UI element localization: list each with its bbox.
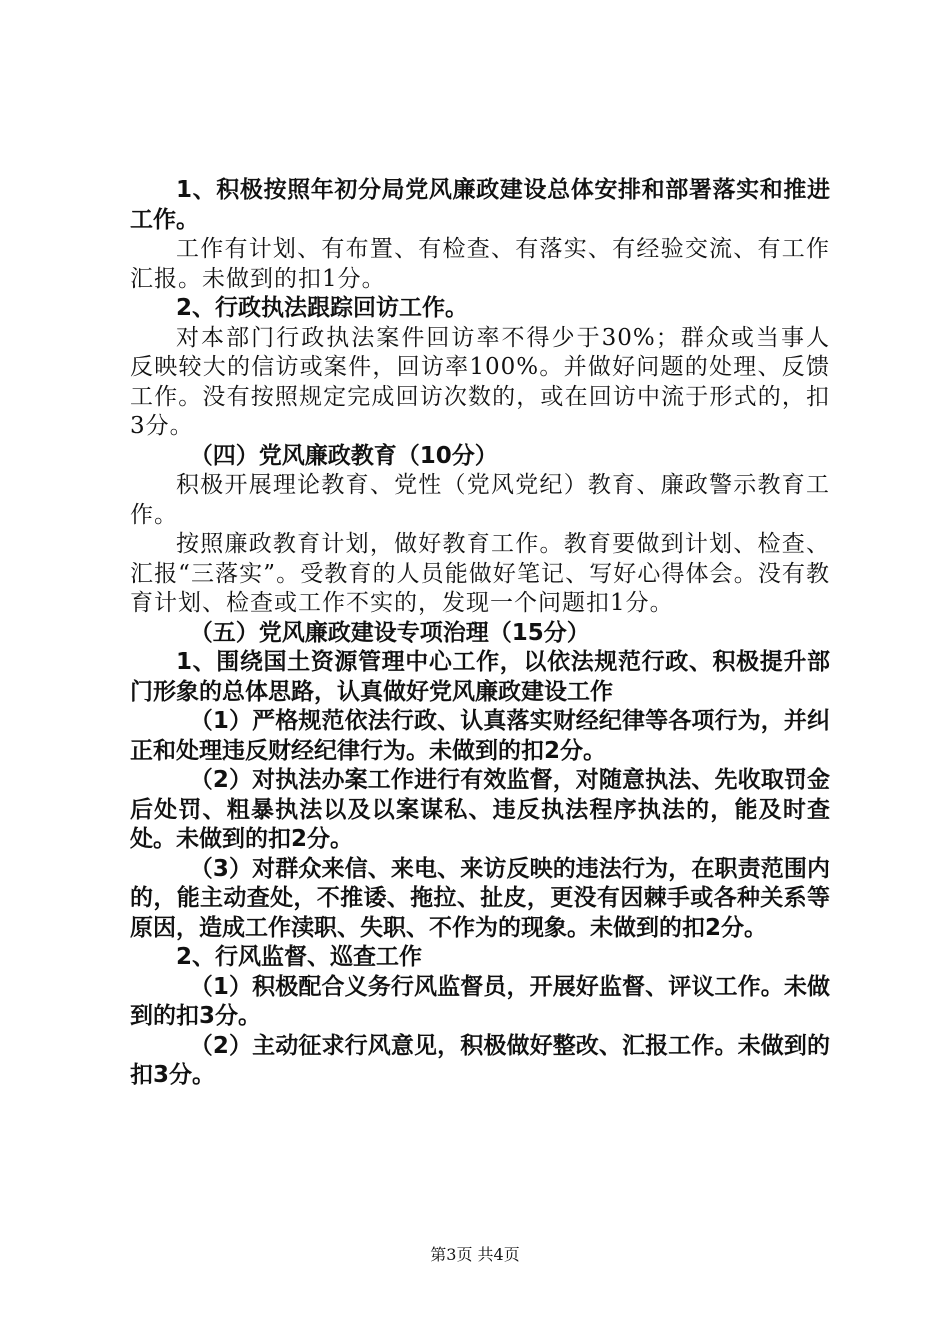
document-body [130,176,830,1091]
paragraph: 1、围绕国土资源管理中心工作，以依法规范行政、积极提升部门形象的总体思路，认真做好党风廉政建设工作 [130,649,830,705]
section-heading: （五）党风廉政建设专项治理（15分） [189,619,590,646]
paragraph: （2）对执法办案工作进行有效监督，对随意执法、先收取罚金后处罚、粗暴执法以及以案谋私、违反执法程序执法的，能及时查处。未做到的扣2分。 [130,767,830,852]
page-indicator: 第3页 共4页 [430,1245,520,1264]
paragraph: 2、行政执法跟踪回访工作。 [176,295,469,321]
paragraph: 积极开展理论教育、党性（党风党纪）教育、廉政警示教育工作。 [130,472,830,528]
paragraph: （1）严格规范依法行政、认真落实财经纪律等各项行为，并纠正和处理违反财经纪律行为。未做到的扣2分。 [130,708,830,764]
paragraph: 按照廉政教育计划，做好教育工作。教育要做到计划、检查、汇报“三落实”。受教育的人员能做好笔记、写好心得体会。没有教育计划、检查或工作不实的，发现一个问题扣1分。 [130,531,830,616]
paragraph: 工作有计划、有布置、有检查、有落实、有经验交流、有工作汇报。未做到的扣1分。 [130,236,830,292]
section-heading: （四）党风廉政教育（10分） [189,442,498,469]
paragraph: （2）主动征求行风意见，积极做好整改、汇报工作。未做到的扣3分。 [130,1032,830,1088]
page-footer [0,1242,950,1265]
paragraph: 2、行风监督、巡查工作 [176,944,423,970]
paragraph: （1）积极配合义务行风监督员，开展好监督、评议工作。未做到的扣3分。 [130,973,830,1029]
paragraph: 对本部门行政执法案件回访率不得少于30%；群众或当事人反映较大的信访或案件，回访率100%。并做好问题的处理、反馈工作。没有按照规定完成回访次数的，或在回访中流于形式的，扣3分。 [130,324,830,439]
paragraph: 1、积极按照年初分局党风廉政建设总体安排和部署落实和推进工作。 [130,177,830,233]
paragraph: （3）对群众来信、来电、来访反映的违法行为，在职责范围内的，能主动查处，不推诿、拖拉、扯皮，更没有因棘手或各种关系等原因，造成工作渎职、失职、不作为的现象。未做到的扣2分。 [130,855,830,941]
